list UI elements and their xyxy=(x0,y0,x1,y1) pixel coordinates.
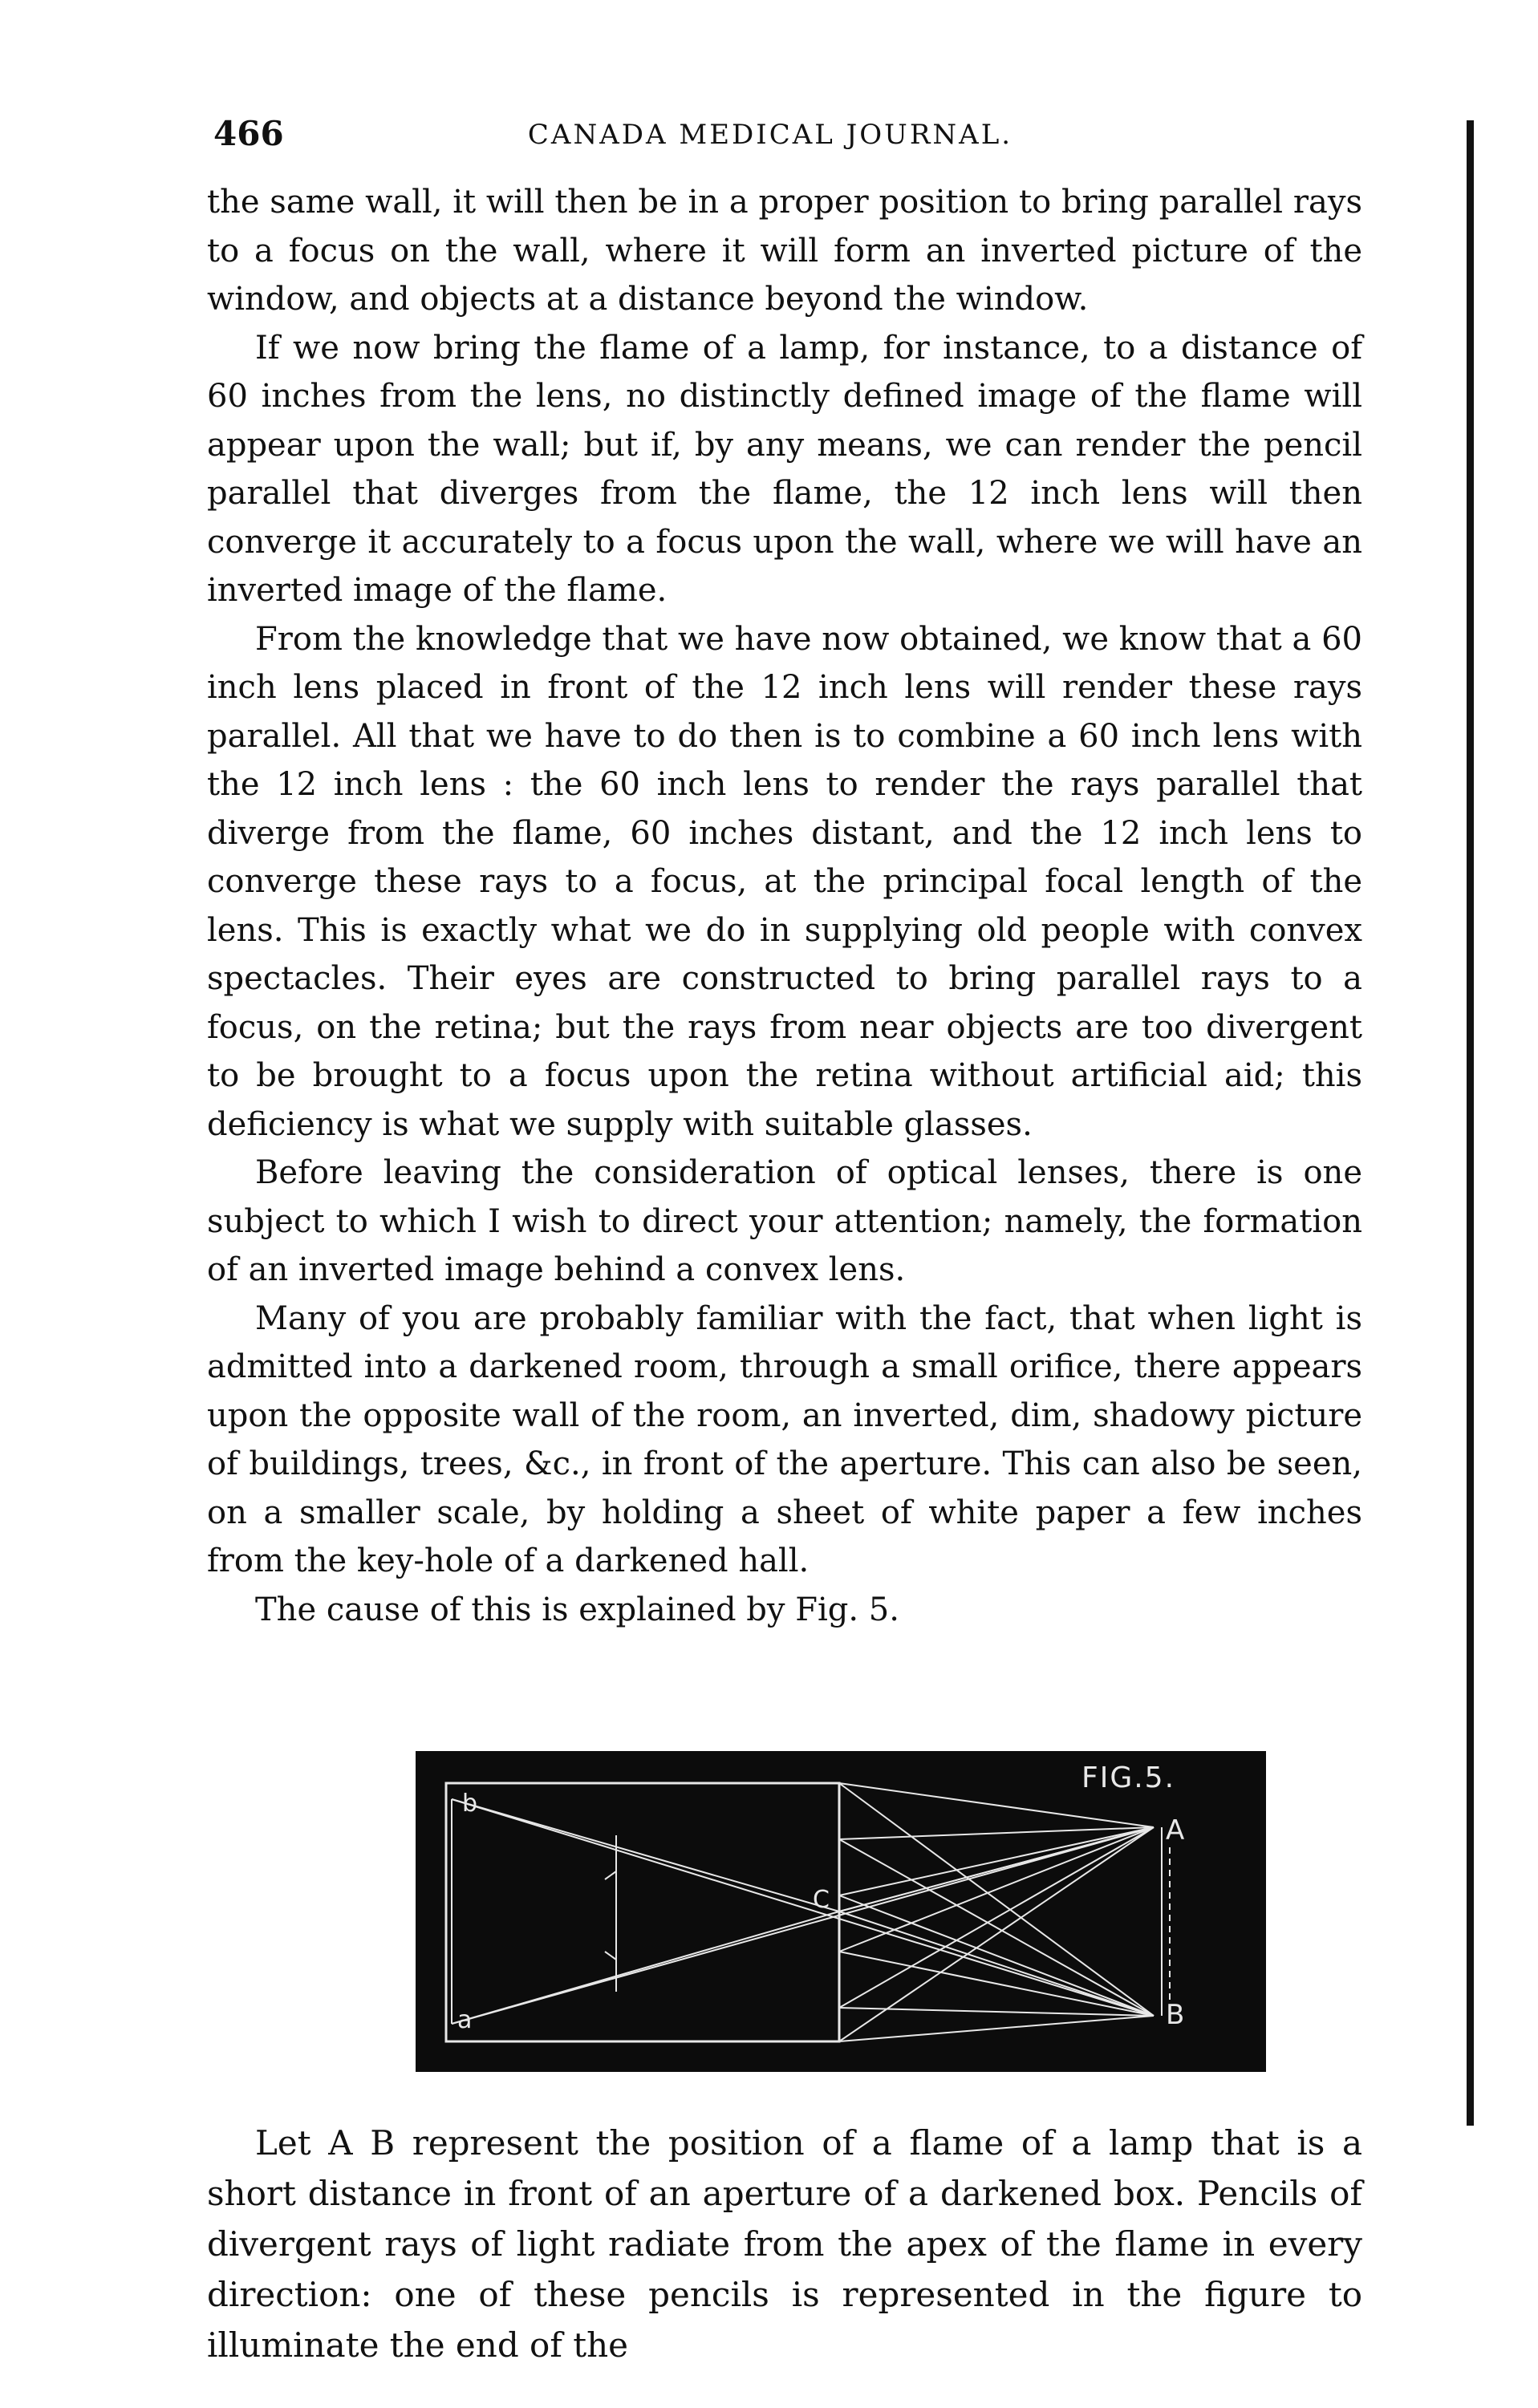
point-b-label: B xyxy=(1166,1999,1185,2031)
paragraph-4: Before leaving the consideration of optical lenses, there is one subject to which I wish to direct your attention; namely, the formation of an inverted image behind a convex lens. xyxy=(207,1154,1362,1288)
paragraph-2: If we now bring the flame of a lamp, for instance, to a distance of 60 inches from the lens, no distinctly defined image of the flame will appear upon the wall; but if, by any means, we can render the pencil parallel that diverges from the flame, the 12 inch lens will then converge it accurately to a focus upon the wall, where we will have an inverted image of the flame. xyxy=(207,329,1362,609)
paragraph-6: The cause of this is explained by Fig. 5. xyxy=(255,1591,899,1628)
figure-5-diagram xyxy=(416,1751,1266,2072)
figure-explanation xyxy=(207,2118,1362,2370)
body-text xyxy=(207,178,1362,1634)
image-b-label: b xyxy=(462,1790,478,1818)
point-a-label: A xyxy=(1166,1814,1185,1847)
page-edge-shadow xyxy=(1467,120,1474,2126)
image-a-label: a xyxy=(457,2006,473,2034)
figure-5 xyxy=(416,1751,1266,2072)
running-head xyxy=(201,114,1340,162)
paragraph-3: From the knowledge that we have now obtained, we know that a 60 inch lens placed in front of the 12 inch lens will render these rays parallel. All that we have to do then is to combine a 60 inch lens with the 12 inch lens : the 60 inch lens to render the rays parallel that diverge from the flame, 60 inches distant, and the 12 inch lens to converge these rays to a focus, at the principal focal length of the lens. This is exactly what we do in supplying old people with convex spectacles. Their eyes are constructed to bring parallel rays to a focus, on the retina; but the rays from near objects are too divergent to be brought to a focus upon the retina without artificial aid; this deficiency is what we supply with suitable glasses. xyxy=(207,620,1362,1143)
page-number: 466 xyxy=(213,114,284,153)
paragraph-1: the same wall, it will then be in a proper position to bring parallel rays to a focus on the wall, where it will form an inverted picture of the window, and objects at a distance beyond the window. xyxy=(207,184,1362,318)
figure-label: FIG.5. xyxy=(1081,1761,1176,1794)
journal-title: CANADA MEDICAL JOURNAL. xyxy=(527,119,1013,151)
paragraph-5: Many of you are probably familiar with the fact, that when light is admitted into a darkened room, through a small orifice, there appears upon the opposite wall of the room, an inverted, dim, shadowy picture of buildings, trees, &c., in front of the aperture. This can also be seen, on a smaller scale, by holding a sheet of white paper a few inches from the key-hole of a darkened hall. xyxy=(207,1299,1362,1579)
point-c-label: C xyxy=(813,1886,830,1914)
paragraph-7: Let A B represent the position of a flame of a lamp that is a short distance in front of an aperture of a darkened box. Pencils of divergent rays of light radiate from the apex of the flame in every direction: one of these pencils is represented in the figure to illuminate the end of the xyxy=(207,2123,1362,2365)
